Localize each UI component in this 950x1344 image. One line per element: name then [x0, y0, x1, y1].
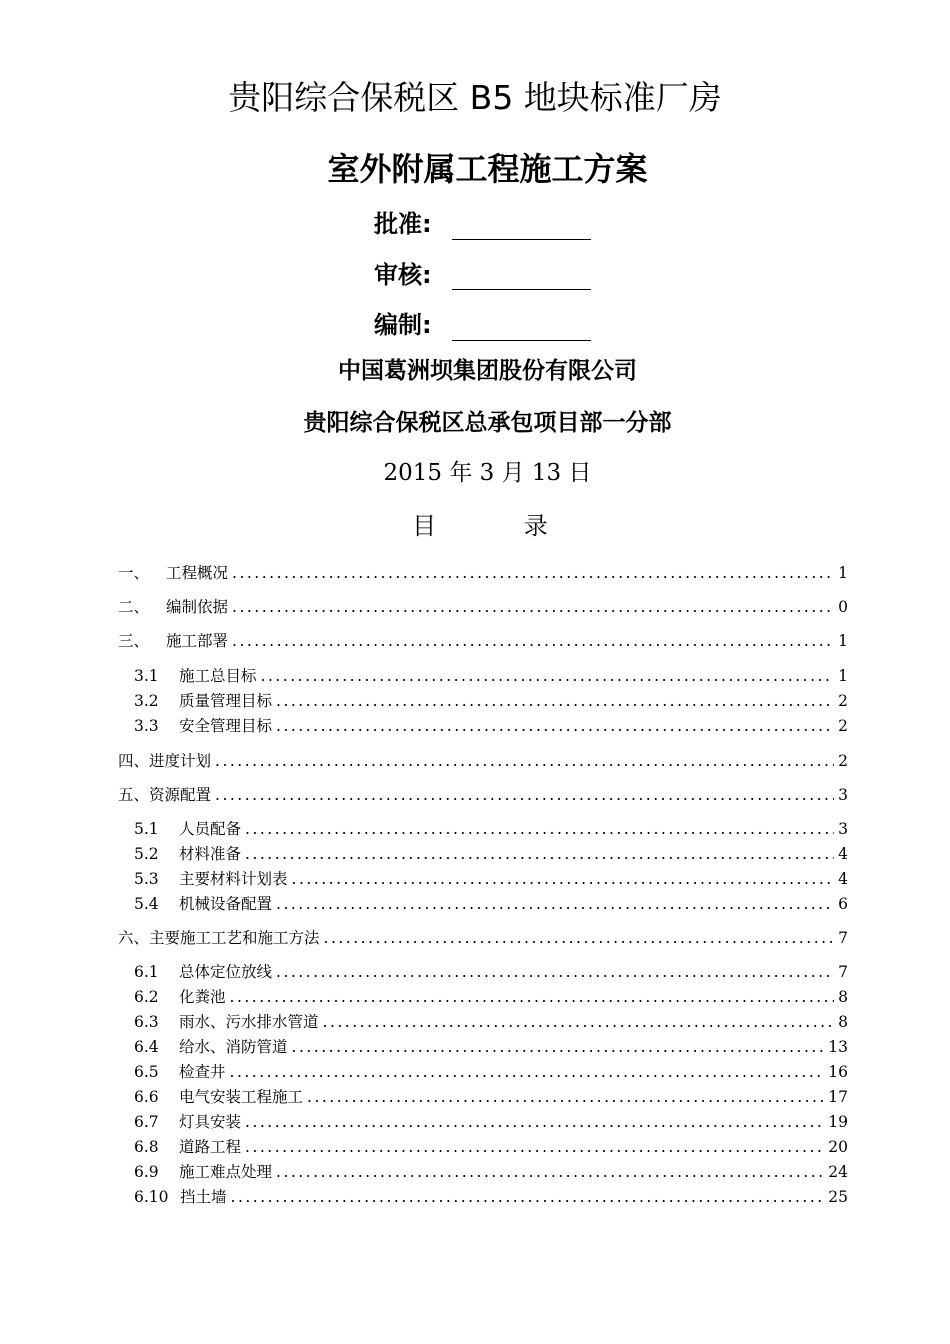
toc-entry-page: 8 — [838, 1013, 848, 1031]
toc-leader-dots — [276, 715, 834, 737]
toc-leader-dots — [230, 986, 835, 1008]
toc-entry-label: 质量管理目标 — [179, 692, 273, 710]
toc-entry-label: 主要施工工艺和施工方法 — [149, 929, 320, 947]
toc-entry-page: 3 — [838, 820, 848, 838]
toc-leader-dots — [276, 1161, 824, 1183]
toc-entry-page: 3 — [838, 786, 848, 804]
toc-entry[interactable] — [118, 843, 848, 865]
toc-entry-number: 6.9 — [134, 1163, 159, 1181]
toc-entry-number: 3.2 — [134, 692, 159, 710]
toc-entry-label: 工程概况 — [166, 564, 229, 582]
toc-leader-dots — [232, 630, 834, 652]
toc-entry-number: 四、 — [118, 752, 150, 770]
toc-entry-page: 7 — [838, 929, 848, 947]
toc-leader-dots — [232, 562, 834, 584]
toc-leader-dots — [276, 690, 834, 712]
toc-leader-dots — [245, 1111, 824, 1133]
toc-entry-label: 机械设备配置 — [179, 895, 273, 913]
toc-entry[interactable] — [118, 986, 848, 1008]
toc-entry-number: 6.10 — [134, 1188, 169, 1206]
toc-entry[interactable] — [118, 715, 848, 737]
toc-leader-dots — [245, 1136, 824, 1158]
toc-leader-dots — [276, 893, 834, 915]
toc-entry-label: 给水、消防管道 — [179, 1038, 288, 1056]
toc-entry[interactable] — [118, 784, 848, 806]
toc-entry-label: 化粪池 — [179, 988, 226, 1006]
toc-entry-label: 检查井 — [179, 1063, 226, 1081]
toc-entry-number: 6.7 — [134, 1113, 159, 1131]
document-title-line2: 室外附属工程施工方案 — [327, 150, 648, 188]
review-label: 审核: — [374, 261, 432, 289]
toc-entry-number: 6.8 — [134, 1138, 159, 1156]
toc-entry-label: 施工总目标 — [179, 667, 257, 685]
toc-entry-page: 7 — [838, 963, 848, 981]
toc-entry[interactable] — [118, 1161, 848, 1183]
toc-entry-number: 6.1 — [134, 963, 159, 981]
toc-entry-number: 5.2 — [134, 845, 159, 863]
toc-entry-label: 人员配备 — [179, 820, 242, 838]
toc-entry[interactable] — [118, 1061, 848, 1083]
toc-entry-page: 24 — [828, 1163, 848, 1181]
toc-entry-label: 施工部署 — [166, 632, 229, 650]
toc-entry-label: 主要材料计划表 — [179, 870, 288, 888]
toc-entry[interactable] — [118, 961, 848, 983]
toc-entry-page: 2 — [838, 717, 848, 735]
toc-leader-dots — [292, 1036, 825, 1058]
toc-entry[interactable] — [118, 596, 848, 618]
toc-entry-label: 灯具安装 — [179, 1113, 242, 1131]
toc-entry-number: 6.5 — [134, 1063, 159, 1081]
toc-entry-page: 4 — [838, 845, 848, 863]
toc-entry-page: 19 — [828, 1113, 848, 1131]
toc-entry[interactable] — [118, 750, 848, 772]
toc-entry-page: 1 — [838, 667, 848, 685]
review-signature-line — [452, 289, 591, 290]
toc-entry[interactable] — [118, 868, 848, 890]
toc-entry-page: 1 — [838, 564, 848, 582]
compile-signature-line — [452, 340, 591, 341]
toc-leader-dots — [276, 961, 834, 983]
toc-title: 目 录 — [412, 512, 588, 540]
toc-entry-number: 3.3 — [134, 717, 159, 735]
toc-entry[interactable] — [118, 562, 848, 584]
compile-label: 编制: — [374, 311, 432, 339]
toc-entry-label: 安全管理目标 — [179, 717, 273, 735]
toc-entry-number: 三、 — [118, 632, 150, 650]
toc-entry-number: 3.1 — [134, 667, 159, 685]
toc-entry[interactable] — [118, 818, 848, 840]
toc-entry-label: 材料准备 — [179, 845, 242, 863]
toc-entry[interactable] — [118, 690, 848, 712]
toc-leader-dots — [307, 1086, 824, 1108]
toc-entry-number: 5.4 — [134, 895, 159, 913]
toc-entry-label: 道路工程 — [179, 1138, 242, 1156]
toc-entry-label: 资源配置 — [149, 786, 212, 804]
toc-entry-page: 1 — [838, 632, 848, 650]
toc-leader-dots — [245, 818, 834, 840]
toc-entry-page: 13 — [828, 1038, 848, 1056]
toc-entry-label: 挡土墙 — [180, 1188, 227, 1206]
toc-leader-dots — [232, 596, 834, 618]
toc-entry-number: 6.3 — [134, 1013, 159, 1031]
company-name: 中国葛洲坝集团股份有限公司 — [338, 358, 637, 384]
toc-entry-page: 16 — [828, 1063, 848, 1081]
toc-entry-label: 进度计划 — [149, 752, 212, 770]
toc-leader-dots — [324, 927, 835, 949]
approve-label: 批准: — [374, 210, 432, 238]
toc-entry-page: 6 — [838, 895, 848, 913]
toc-leader-dots — [215, 784, 834, 806]
toc-entry[interactable] — [118, 1136, 848, 1158]
toc-entry[interactable] — [118, 927, 848, 949]
toc-entry-number: 5.1 — [134, 820, 159, 838]
approve-signature-line — [452, 239, 591, 240]
toc-leader-dots — [323, 1011, 835, 1033]
toc-entry-number: 六、 — [118, 929, 150, 947]
toc-leader-dots — [292, 868, 835, 890]
toc-entry-label: 雨水、污水排水管道 — [179, 1013, 319, 1031]
toc-entry-label: 施工难点处理 — [179, 1163, 273, 1181]
toc-entry-number: 6.2 — [134, 988, 159, 1006]
toc-entry-page: 2 — [838, 692, 848, 710]
department-name: 贵阳综合保税区总承包项目部一分部 — [303, 410, 672, 436]
toc-entry-page: 2 — [838, 752, 848, 770]
toc-entry[interactable] — [118, 630, 848, 652]
toc-entry-label: 电气安装工程施工 — [179, 1088, 304, 1106]
toc-leader-dots — [230, 1061, 825, 1083]
toc-entry-number: 5.3 — [134, 870, 159, 888]
toc-entry[interactable] — [118, 893, 848, 915]
toc-entry[interactable] — [118, 1036, 848, 1058]
toc-entry-number: 6.6 — [134, 1088, 159, 1106]
toc-entry-page: 8 — [838, 988, 848, 1006]
toc-entry-number: 二、 — [118, 598, 150, 616]
toc-leader-dots — [215, 750, 834, 772]
toc-entry[interactable] — [118, 665, 848, 687]
toc-leader-dots — [261, 665, 835, 687]
toc-entry[interactable] — [118, 1111, 848, 1133]
toc-entry[interactable] — [118, 1186, 848, 1208]
toc-entry-number: 6.4 — [134, 1038, 159, 1056]
toc-entry-page: 0 — [838, 598, 848, 616]
toc-entry-page: 25 — [828, 1188, 848, 1206]
toc-entry[interactable] — [118, 1011, 848, 1033]
toc-entry-label: 总体定位放线 — [179, 963, 273, 981]
toc-entry-number: 五、 — [118, 786, 150, 804]
toc-leader-dots — [245, 843, 834, 865]
toc-entry-page: 20 — [828, 1138, 848, 1156]
toc-entry-label: 编制依据 — [166, 598, 229, 616]
document-title-line1: 贵阳综合保税区 B5 地块标准厂房 — [228, 78, 722, 117]
toc-leader-dots — [231, 1186, 825, 1208]
document-date: 2015 年 3 月 13 日 — [383, 460, 592, 486]
toc-entry[interactable] — [118, 1086, 848, 1108]
toc-entry-page: 17 — [828, 1088, 848, 1106]
toc-entry-number: 一、 — [118, 564, 150, 582]
toc-entry-page: 4 — [838, 870, 848, 888]
